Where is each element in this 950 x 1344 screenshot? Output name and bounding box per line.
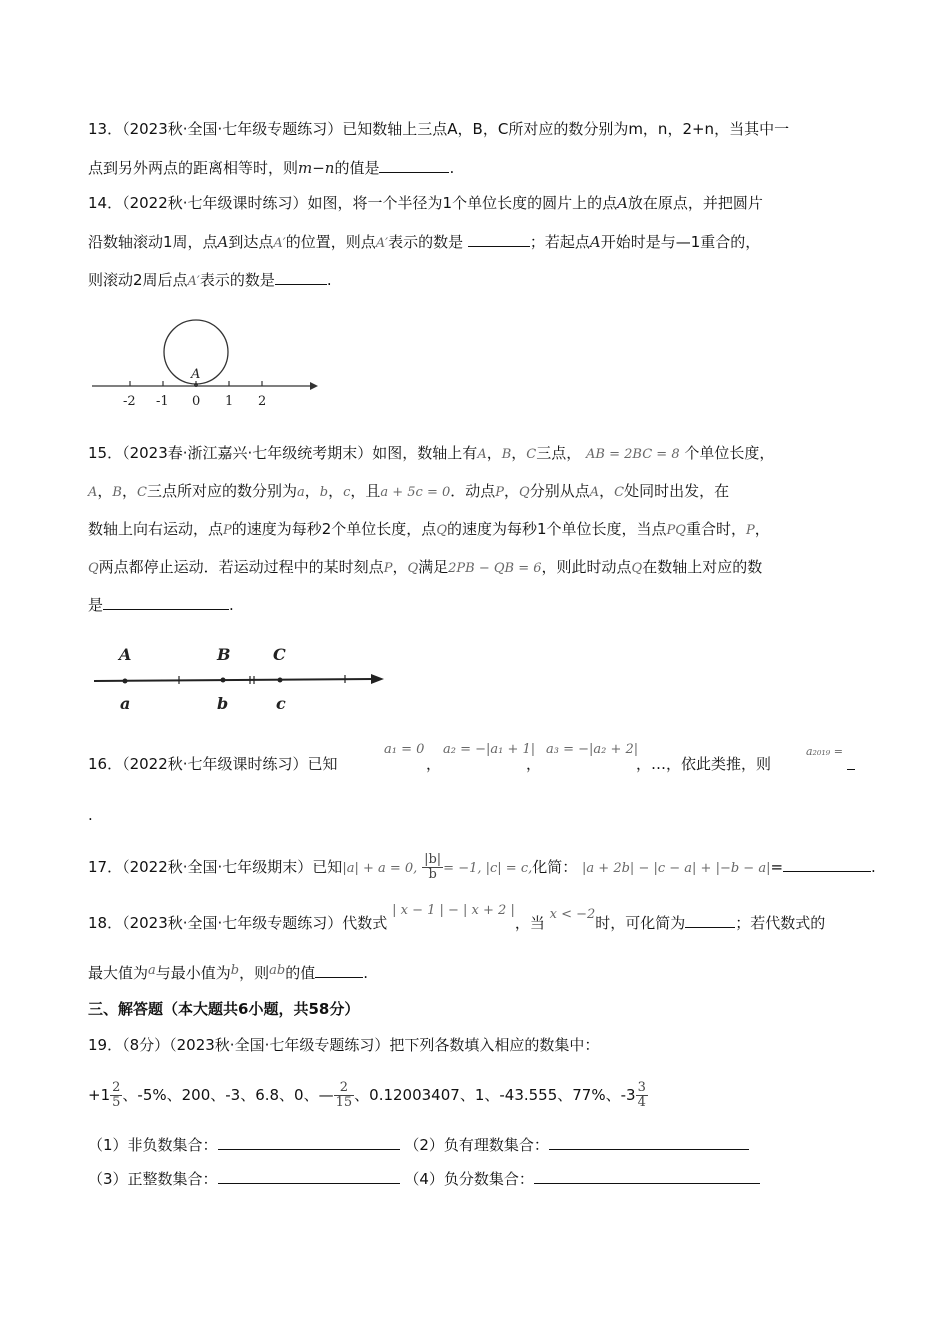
tick-label: 1 bbox=[225, 394, 234, 409]
negative-rational-set-blank[interactable] bbox=[549, 1135, 749, 1150]
q14-circle-figure bbox=[88, 315, 328, 415]
label-b: b bbox=[217, 694, 229, 713]
point-a-label: A bbox=[191, 367, 201, 382]
q14-answer-blank-2[interactable] bbox=[275, 270, 327, 285]
q18-answer-blank-1[interactable] bbox=[685, 913, 735, 928]
q17-line: 17．（2022秋·全国·七年级期末）已知|a| + a = 0, $\frac{|b|}{b}$ = −1, |c| = c,化简： |a + 2b| − |c − a| + |−b − a|= . bbox=[88, 852, 876, 882]
tick-label: 0 bbox=[192, 394, 201, 409]
number-line-arrow-icon bbox=[310, 382, 318, 390]
point-a-dot bbox=[123, 679, 128, 684]
q13-answer-blank[interactable] bbox=[379, 158, 449, 173]
label-B: B bbox=[217, 645, 231, 664]
q13-line-2: 点到另外两点的距离相等时，则m−n的值是 . bbox=[88, 159, 455, 177]
q14-line-1: 14．（2022秋·七年级课时练习）如图，将一个半径为1个单位长度的圆片上的点A放在原点，并把圆片 bbox=[88, 194, 763, 212]
negative-fraction-set-blank[interactable] bbox=[534, 1169, 760, 1184]
fraction-2-5: $\frac{2}{5}$ bbox=[112, 1080, 121, 1110]
label-a: a bbox=[120, 694, 131, 713]
q18-condition: x < −2 bbox=[549, 907, 596, 922]
q16-line-1: 16．（2022秋·七年级课时练习）已知 a₁ = 0 ， a₂ = −|a₁ + 1| ， a₃ = −|a₂ + 2| ，…，依此类推，则 a₂₀₁₉ = bbox=[88, 753, 860, 775]
q19-sets-row-2: （3）正整数集合： （4）负分数集合： bbox=[88, 1168, 860, 1190]
q16-a2: a₂ = −|a₁ + 1| bbox=[443, 742, 536, 757]
q18-answer-blank-2[interactable] bbox=[315, 963, 363, 978]
q13-line-1: 13．（2023秋·全国·七年级专题练习）已知数轴上三点A，B，C所对应的数分别为m，n，2+n，当其中一 bbox=[88, 120, 790, 138]
point-b-dot bbox=[221, 678, 226, 683]
q16-a2019: a₂₀₁₉ = bbox=[806, 745, 843, 758]
q15-line-5: 是 . bbox=[88, 596, 234, 614]
q15-line-3: 数轴上向右运动，点P的速度为每秒2个单位长度，点Q的速度为每秒1个单位长度，当点PQ重合时，P， bbox=[88, 520, 770, 538]
q14-answer-blank-1[interactable] bbox=[468, 232, 530, 247]
label-C: C bbox=[273, 645, 286, 664]
q16-line-2: . bbox=[88, 806, 93, 824]
label-A: A bbox=[119, 645, 132, 664]
q15-answer-blank[interactable] bbox=[103, 595, 229, 610]
point-c-dot bbox=[278, 678, 283, 683]
q18-line-2: 最大值为a与最小值为b，则ab的值 . bbox=[88, 963, 369, 982]
q14-line-3: 则滚动2周后点A′表示的数是 . bbox=[88, 271, 332, 289]
q16-a3: a₃ = −|a₂ + 2| bbox=[546, 742, 639, 757]
q18-expression: | x − 1 | − | x + 2 | bbox=[392, 903, 515, 918]
q17-fraction: $\frac{|b|}{b}$ bbox=[424, 852, 442, 882]
q19-sets-row-1: （1）非负数集合： （2）负有理数集合： bbox=[88, 1134, 860, 1156]
non-negative-set-blank[interactable] bbox=[218, 1135, 400, 1150]
q17-answer-blank[interactable] bbox=[783, 857, 871, 872]
q14-line-2: 沿数轴滚动1周，点A到达点A′的位置，则点A′表示的数是 ；若起点A开始时是与—1重合的， bbox=[88, 233, 761, 251]
positive-integer-set-blank[interactable] bbox=[218, 1169, 400, 1184]
q16-a1: a₁ = 0 bbox=[384, 742, 425, 757]
tick-label: 2 bbox=[258, 394, 267, 409]
label-c: c bbox=[276, 694, 286, 713]
q15-line-1: 15．（2023春·浙江嘉兴·七年级统考期末）如图，数轴上有A，B，C三点， AB = 2BC = 8 个单位长度， bbox=[88, 444, 775, 462]
q15-arrow-icon bbox=[371, 674, 384, 684]
q15-number-line bbox=[94, 679, 374, 681]
tick-label: -2 bbox=[123, 394, 136, 409]
q15-number-line-figure bbox=[88, 640, 388, 720]
fraction-3-4: $\frac{3}{4}$ bbox=[637, 1080, 646, 1110]
q19-header: 19．（8分）（2023秋·全国·七年级专题练习）把下列各数填入相应的数集中： bbox=[88, 1036, 600, 1054]
q15-line-4: Q两点都停止运动．若运动过程中的某时刻点P，Q满足2PB − QB = 6，则此时动点Q在数轴上对应的数 bbox=[88, 558, 763, 576]
q16-answer-blank[interactable] bbox=[847, 755, 855, 770]
tick-label: -1 bbox=[156, 394, 169, 409]
q17-expression: |a + 2b| − |c − a| + |−b − a| bbox=[582, 861, 771, 876]
q15-line-2: A，B，C三点所对应的数分别为a，b，c，且a + 5c = 0．动点P，Q分别从点A，C处同时出发，在 bbox=[88, 482, 730, 500]
q19-number-list: +1 $\frac{2}{5}$ 、-5%、200、-3、6.8、0、— $\frac{2}{15}$ 、0.12003407、1、-43.555、77%、-3 $\frac{3}{4}$ bbox=[88, 1080, 646, 1110]
q13-expr: m−n bbox=[298, 159, 335, 177]
fraction-2-15: $\frac{2}{15}$ bbox=[335, 1080, 353, 1110]
section-3-title: 三、解答题（本大题共6小题，共58分） bbox=[88, 1000, 360, 1018]
q18-line-1: 18．（2023秋·全国·七年级专题练习）代数式 | x − 1 | − | x + 2 |，当 x < −2时，可化简为 ；若代数式的 bbox=[88, 903, 826, 932]
